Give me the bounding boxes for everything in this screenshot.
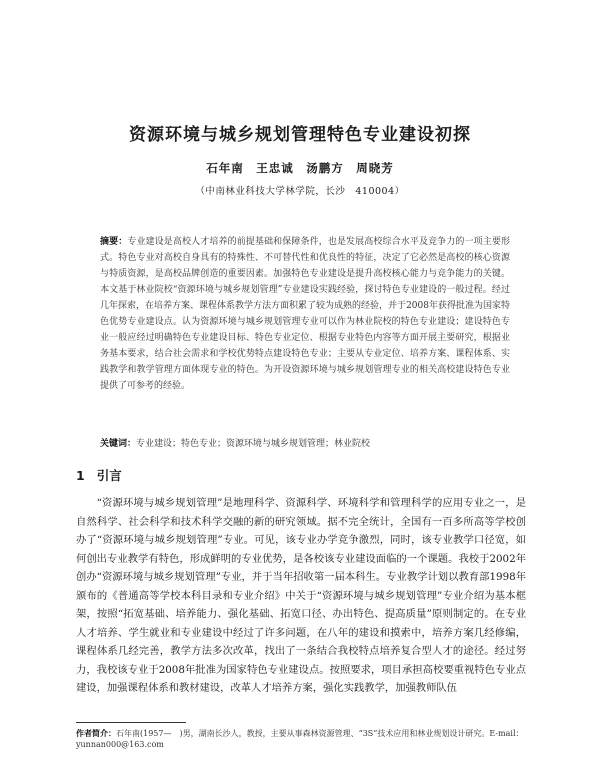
- keywords-text: 专业建设；特色专业；资源环境与城乡规划管理；林业院校: [136, 439, 371, 449]
- footnote-divider: [76, 722, 186, 723]
- body-paragraph: “资源环境与城乡规划管理”是地理科学、资源科学、环境科学和管理科学的应用专业之一，是自然科学、社会科学和技术科学交融的新的研究领域。据不完全统计，全国有一百多所高等学校创办了“资源环境与城乡规划管理”专业。可见，该专业办学竞争激烈，同时，该专业教学口径宽，如何创出专业教学有特色，形成鲜明的专业优势，是各校该专业建设面临的一个课题。我校于2002年创办“资源环境与城乡规划管理”专业，并于当年招收第一届本科生。专业教学计划以教育部1998年颁布的《普通高等学校本科目录和专业介绍》中关于“资源环境与城乡规划管理”专业介绍为基本框架，按照“拓宽基础、培养能力、强化基础、拓宽口径、办出特色、提高质量”原则制定的。在专业人才培养、学生就业和专业建设中经过了许多问题，在八年的建设和摸索中，培养方案几经修编，课程体系几经完善，教学方法多次改革，找出了一条结合我校特点培养复合型人才的途径。经过努力，我校该专业于2008年批准为国家特色专业建设点。按照要求，项目承担高校要重视特色专业点建设，加强课程体系和教材建设，改革人才培养方案，强化实践教学，加强教师队伍: [76, 497, 526, 694]
- footnote-text: 石年南(1957— )男，湖南长沙人，教授，主要从事森林资源管理、“3S”技术应用和林业规划设计研究。E-mail：yunnan000@163.com: [76, 729, 524, 749]
- section-heading: [76, 466, 122, 484]
- abstract: [100, 234, 510, 394]
- keywords: [100, 436, 510, 452]
- paper-title: 资源环境与城乡规划管理特色专业建设初探: [129, 125, 471, 145]
- keywords-label: 关键词：: [100, 439, 137, 449]
- affiliation: （中南林业科技大学林学院，长沙 410004）: [195, 186, 405, 197]
- section-number: 1: [76, 468, 85, 483]
- section-title: 引言: [96, 468, 122, 483]
- abstract-label: 摘要：: [100, 237, 128, 247]
- authors: 石年南 王忠诚 汤鹏方 周晓芳: [206, 161, 394, 175]
- footnote-label: 作者简介：: [76, 729, 116, 738]
- abstract-text: 专业建设是高校人才培养的前提基础和保障条件，也是发展高校综合水平及竞争力的一项主要形式。特色专业对高校自身具有的特殊性、不可替代性和优良性的特征，决定了它必然是高校的核心资源与特质资源，是高校品牌创造的重要因素。加强特色专业建设是提升高校核心能力与竞争能力的关键。本文基于林业院校“资源环境与城乡规划管理”专业建设实践经验，探讨特色专业建设的一般过程。经过几年探索，在培养方案、课程体系教学方法方面积累了较为成熟的经验，并于2008年获得批准为国家特色优势专业建设点。认为资源环境与城乡规划管理专业可以作为林业院校的特色专业建设；建设特色专业一般应经过明确特色专业建设目标、特色专业定位、根据专业特色内容等方面开展主要研究，根据业务基本要求，结合社会需求和学校优势特点建设特色专业；主要从专业定位、培养方案、课程体系、实践教学和教学管理方面体现专业的特色。为开设资源环境与城乡规划管理专业的相关高校建设特色专业提供了可参考的经验。: [100, 237, 510, 391]
- footnote: [76, 728, 536, 750]
